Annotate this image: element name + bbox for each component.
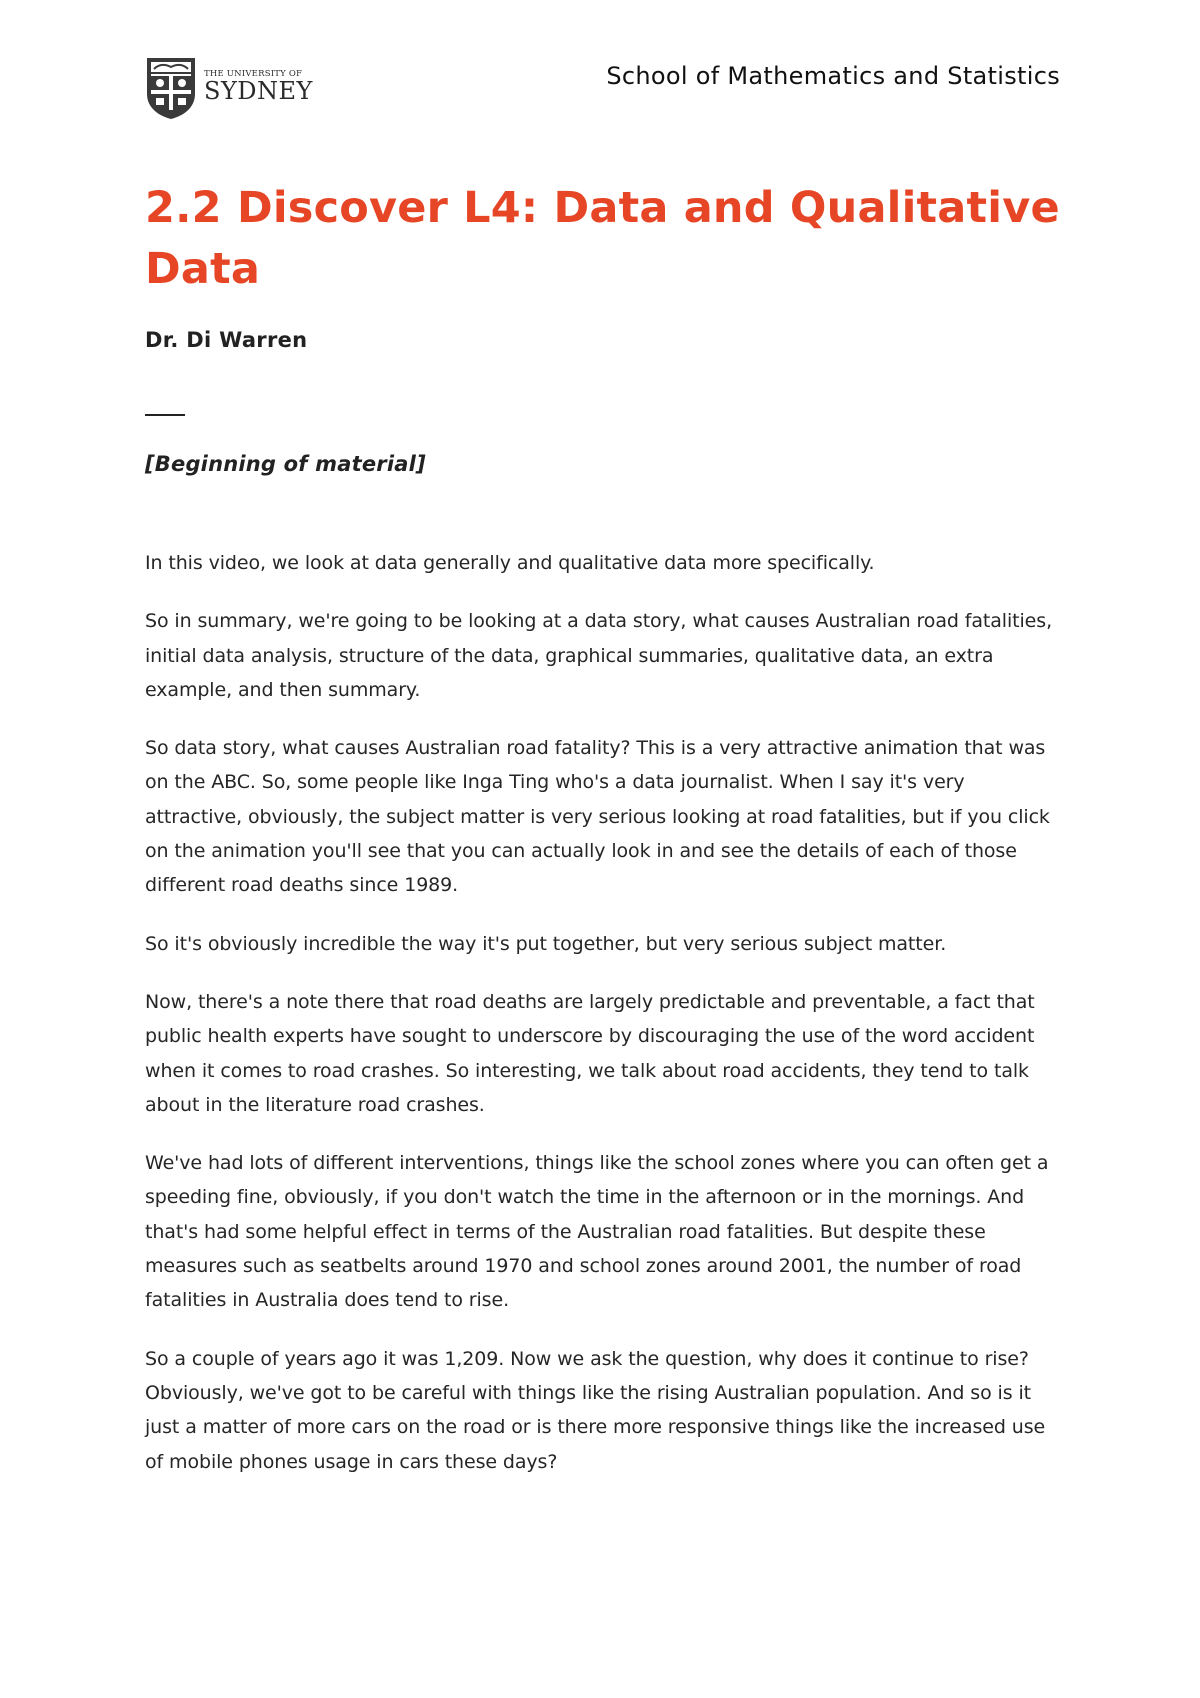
paragraph: So a couple of years ago it was 1,209. Now we ask the question, why does it continue to rise? Obviously, we've got to be careful with things like the rising Australian population. And so is it just a matter of more cars on the road or is there more responsive things like the increased use of mobile phones usage in cars these days?	[145, 1347, 1046, 1473]
logo-line-2: SYDNEY	[204, 77, 313, 105]
logo-wordmark	[204, 69, 313, 103]
body-text	[145, 546, 1060, 1503]
school-name: School of Mathematics and Statistics	[606, 62, 1060, 90]
author-name: Dr. Di Warren	[145, 328, 308, 352]
paragraph: Now, there's a note there that road deaths are largely predictable and preventable, a fact that public health experts have sought to underscore by discouraging the use of the word accident when it comes to road crashes. So interesting, we talk about road accidents, they tend to talk about in the literature road crashes.	[145, 990, 1035, 1116]
paragraph: So in summary, we're going to be looking at a data story, what causes Australian road fatalities, initial data analysis, structure of the data, graphical summaries, qualitative data, an extra example, and then summary.	[145, 610, 1053, 701]
paragraph: So data story, what causes Australian road fatality? This is a very attractive animation that was on the ABC. So, some people like Inga Ting who's a data journalist. When I say it's very attractive, obviously, the subject matter is very serious looking at road fatalities, but if you click on the animation you'll see that you can actually look in and see the details of each of those different road deaths since 1989.	[145, 737, 1050, 897]
university-logo	[145, 56, 313, 120]
paragraph: In this video, we look at data generally and qualitative data more specifically.	[145, 552, 875, 574]
document-title: 2.2 Discover L4: Data and Qualitative Data	[145, 183, 1060, 294]
university-crest-icon	[145, 56, 197, 120]
logo-line-1: THE UNIVERSITY OF	[204, 69, 303, 79]
divider	[145, 414, 185, 416]
paragraph: We've had lots of different interventions, things like the school zones where you can often get a speeding fine, obviously, if you don't watch the time in the afternoon or in the mornings. And that's had some helpful effect in terms of the Australian road fatalities. But despite these measures such as seatbelts around 1970 and school zones around 2001, the number of road fatalities in Australia does tend to rise.	[145, 1152, 1049, 1312]
section-marker: [Beginning of material]	[145, 452, 426, 476]
page-header	[145, 56, 1060, 122]
paragraph: So it's obviously incredible the way it's put together, but very serious subject matter.	[145, 932, 947, 955]
